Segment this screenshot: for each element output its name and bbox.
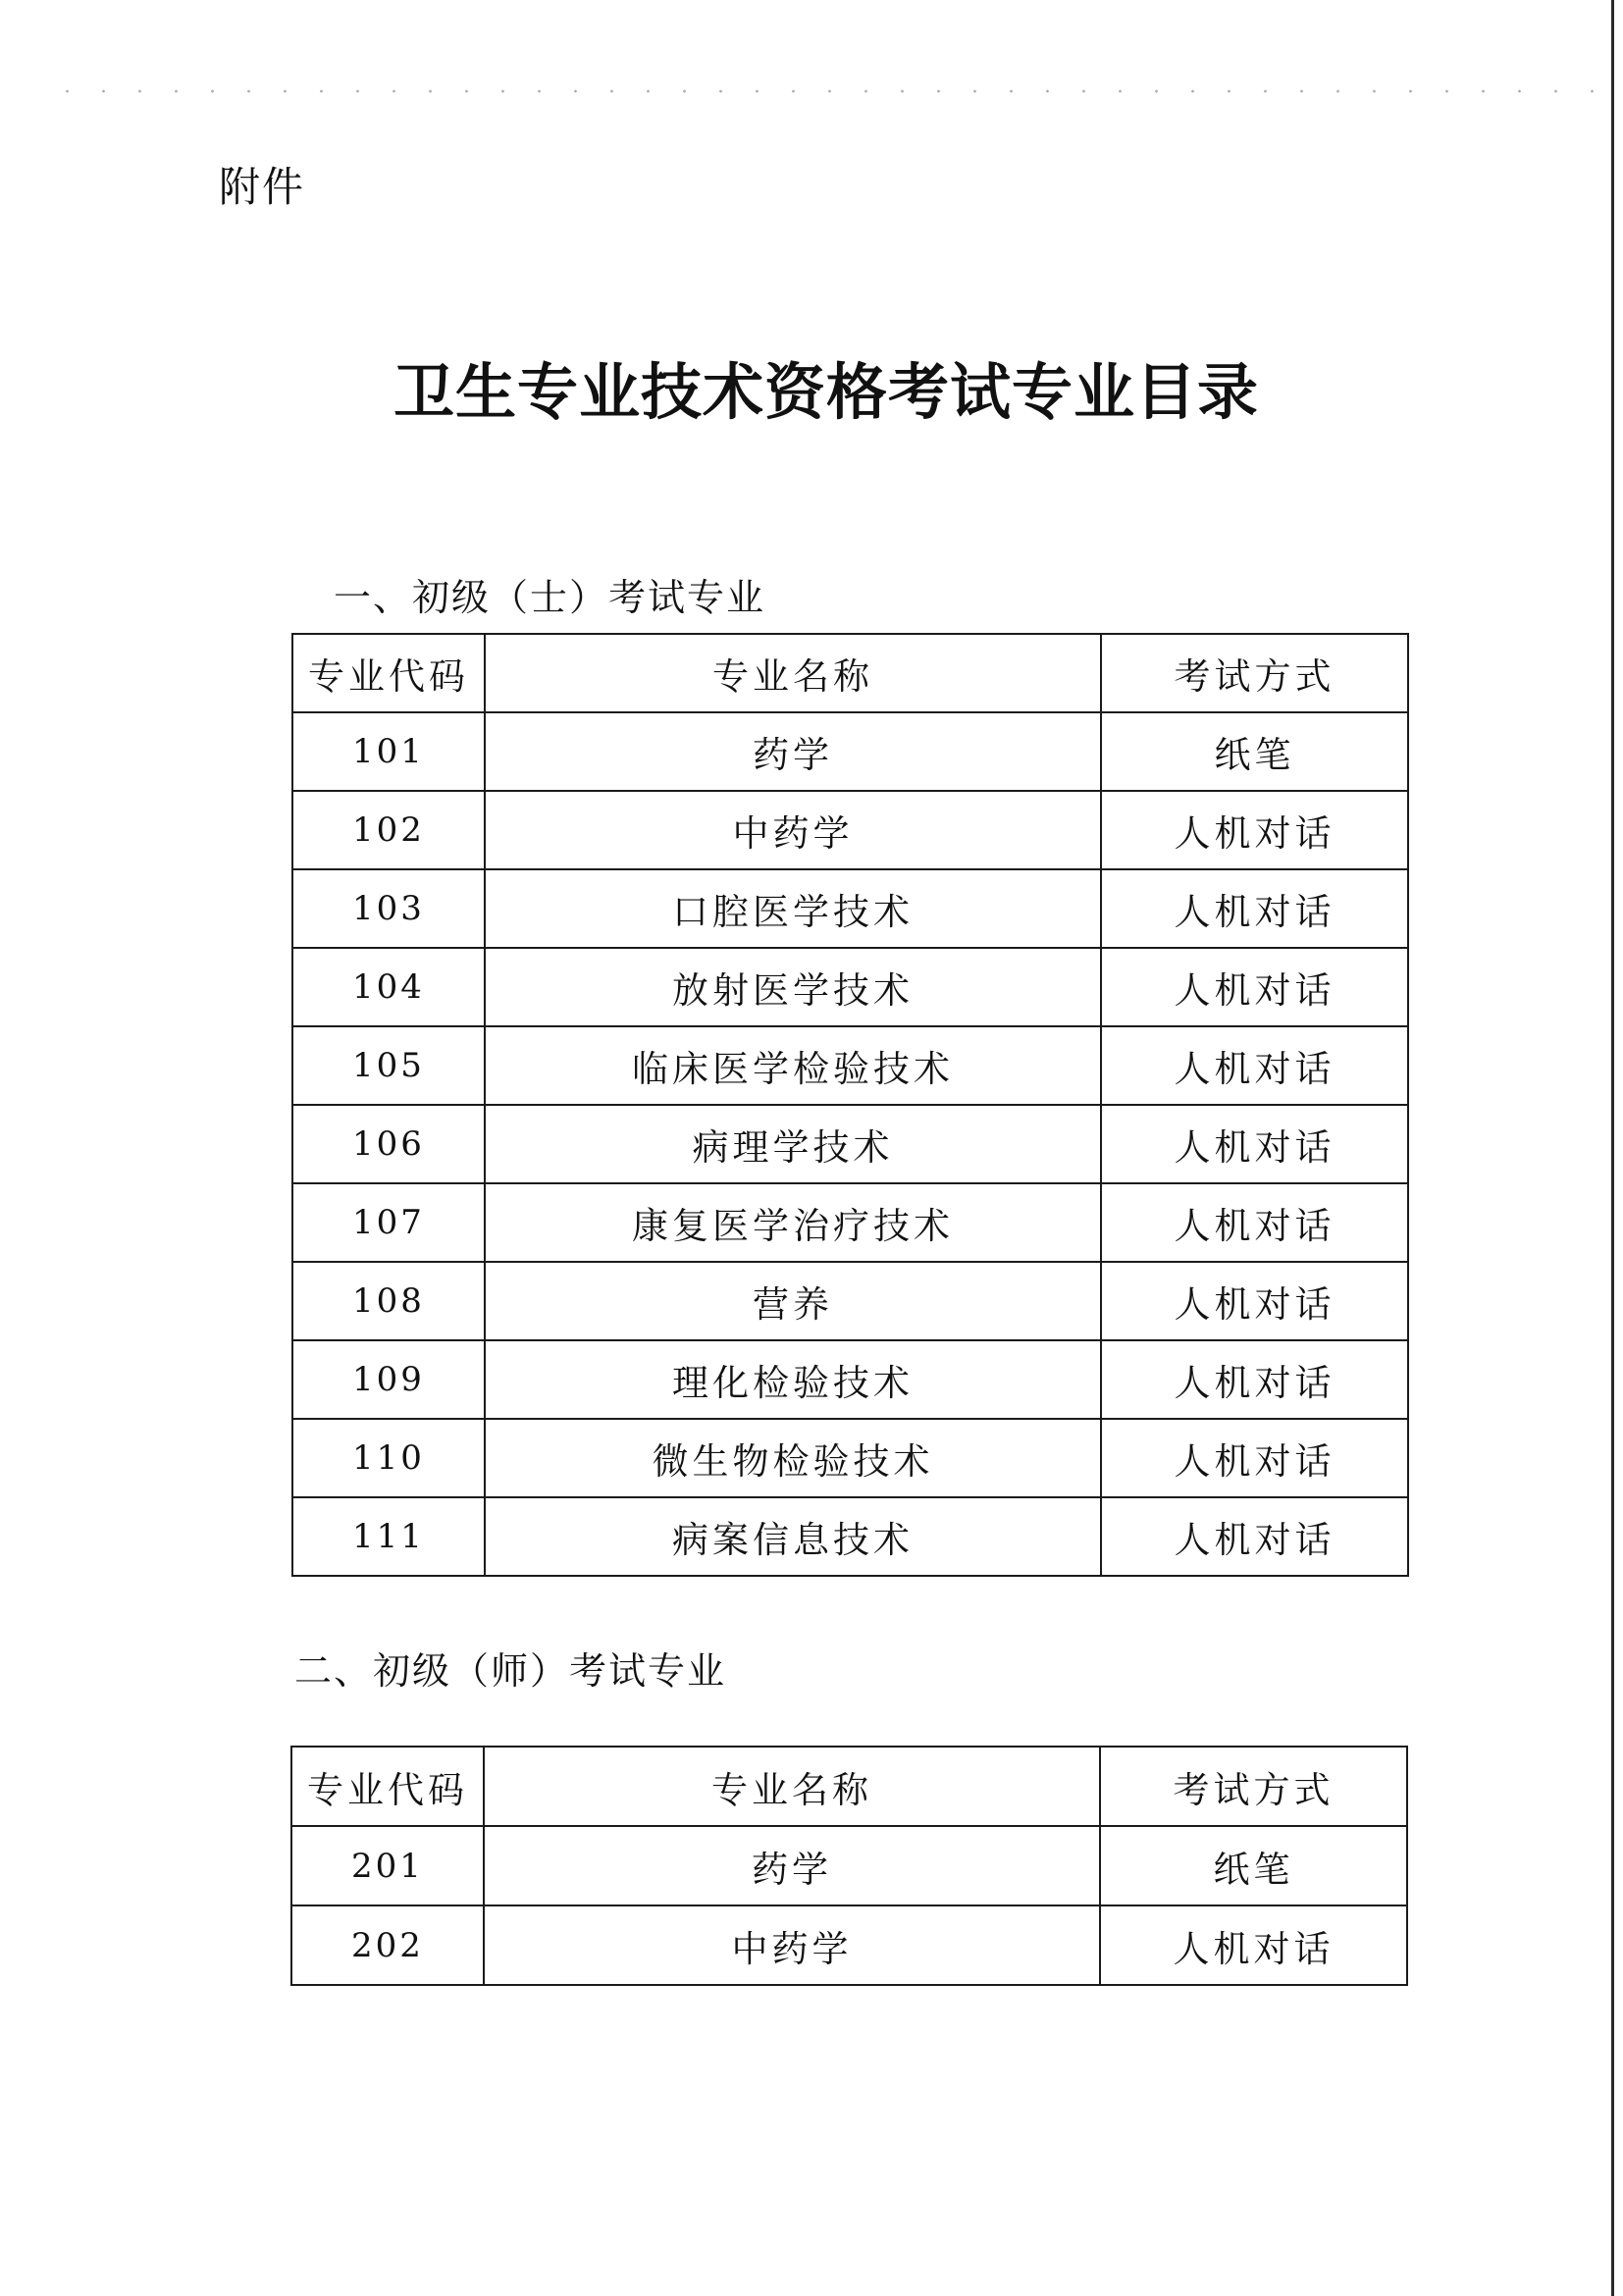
cell-name: 中药学 (484, 1905, 1100, 1985)
cell-method: 人机对话 (1101, 1105, 1408, 1183)
table-row (292, 1183, 1408, 1262)
table-row (291, 1905, 1407, 1985)
cell-method: 人机对话 (1101, 948, 1408, 1026)
cell-method: 纸笔 (1101, 712, 1408, 791)
cell-code: 107 (292, 1183, 485, 1262)
table-row (292, 1026, 1408, 1105)
scan-noise (49, 84, 1609, 98)
cell-code: 101 (292, 712, 485, 791)
section-heading-junior-technician: 一、初级（士）考试专业 (334, 576, 766, 619)
cell-method: 人机对话 (1101, 1183, 1408, 1262)
cell-method: 人机对话 (1101, 1340, 1408, 1419)
cell-method: 人机对话 (1100, 1905, 1407, 1985)
table-row (292, 1262, 1408, 1340)
cell-code: 110 (292, 1419, 485, 1497)
table-header-row (292, 634, 1408, 712)
attachment-label: 附件 (219, 163, 306, 211)
cell-method: 人机对话 (1101, 1026, 1408, 1105)
cell-code: 202 (291, 1905, 484, 1985)
cell-code: 111 (292, 1497, 485, 1576)
cell-code: 106 (292, 1105, 485, 1183)
header-method: 考试方式 (1101, 634, 1408, 712)
cell-name: 临床医学检验技术 (485, 1026, 1101, 1105)
cell-method: 人机对话 (1101, 791, 1408, 869)
table-row (291, 1826, 1407, 1905)
cell-method: 纸笔 (1100, 1826, 1407, 1905)
table-header-row (291, 1747, 1407, 1826)
page-title: 卫生专业技术资格考试专业目录 (393, 356, 1259, 428)
cell-code: 103 (292, 869, 485, 948)
cell-method: 人机对话 (1101, 869, 1408, 948)
cell-name: 营养 (485, 1262, 1101, 1340)
catalog-table-junior-technician (291, 633, 1409, 1577)
cell-code: 108 (292, 1262, 485, 1340)
cell-name: 理化检验技术 (485, 1340, 1101, 1419)
table-row (292, 1105, 1408, 1183)
cell-code: 201 (291, 1826, 484, 1905)
cell-name: 药学 (484, 1826, 1100, 1905)
header-code: 专业代码 (291, 1747, 484, 1826)
cell-name: 病案信息技术 (485, 1497, 1101, 1576)
header-code: 专业代码 (292, 634, 485, 712)
header-name: 专业名称 (485, 634, 1101, 712)
cell-name: 微生物检验技术 (485, 1419, 1101, 1497)
cell-method: 人机对话 (1101, 1262, 1408, 1340)
section-heading-junior-practitioner: 二、初级（师）考试专业 (294, 1649, 727, 1693)
cell-name: 病理学技术 (485, 1105, 1101, 1183)
table-row (292, 1497, 1408, 1576)
cell-code: 104 (292, 948, 485, 1026)
cell-method: 人机对话 (1101, 1419, 1408, 1497)
cell-code: 102 (292, 791, 485, 869)
cell-method: 人机对话 (1101, 1497, 1408, 1576)
cell-name: 口腔医学技术 (485, 869, 1101, 948)
table-row (292, 869, 1408, 948)
table-row (292, 1419, 1408, 1497)
cell-name: 药学 (485, 712, 1101, 791)
header-name: 专业名称 (484, 1747, 1100, 1826)
table-row (292, 948, 1408, 1026)
table-row (292, 791, 1408, 869)
cell-code: 109 (292, 1340, 485, 1419)
catalog-table-junior-practitioner (290, 1746, 1408, 1986)
table-row (292, 1340, 1408, 1419)
cell-name: 中药学 (485, 791, 1101, 869)
header-method: 考试方式 (1100, 1747, 1407, 1826)
cell-code: 105 (292, 1026, 485, 1105)
table-row (292, 712, 1408, 791)
cell-name: 放射医学技术 (485, 948, 1101, 1026)
cell-name: 康复医学治疗技术 (485, 1183, 1101, 1262)
